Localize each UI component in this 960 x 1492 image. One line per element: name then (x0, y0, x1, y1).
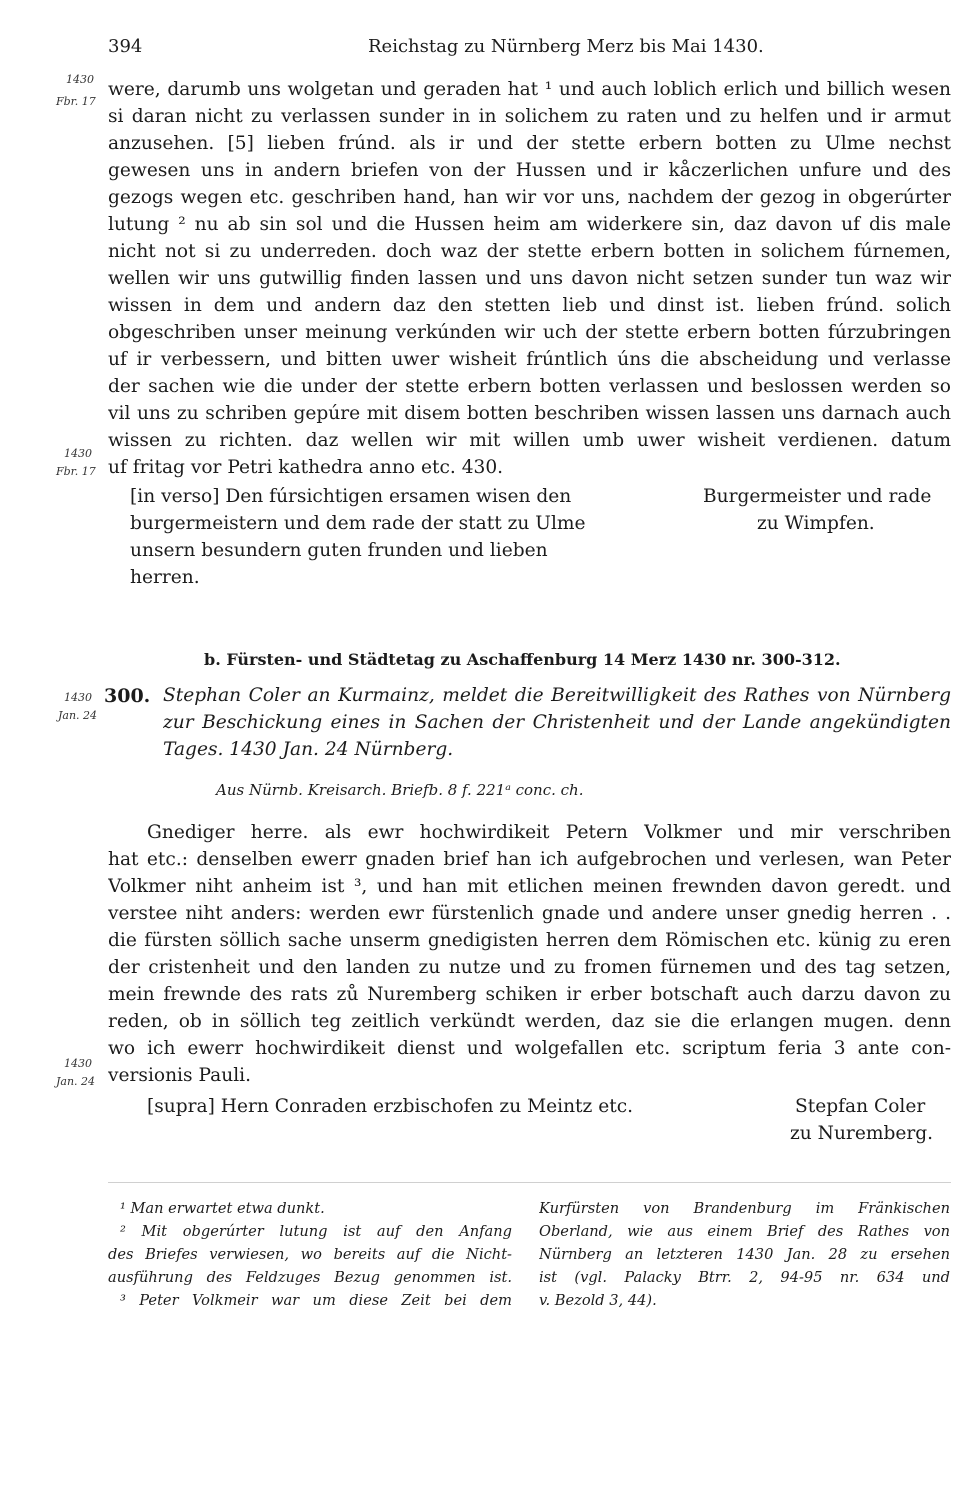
recipient-address: [supra] Hern Conraden erzbischofen zu Meintz etc. (147, 1096, 634, 1117)
margin-date: Fbr. 17 (56, 465, 96, 478)
footnote-line: Nürnberg an letzteren 1430 Jan. 28 zu ersehen (539, 1246, 950, 1263)
text-line: wissen in dem und andern daz den stetten lieb und dinst ist. lieben frúnd. solich (108, 295, 951, 316)
margin-date: Jan. 24 (56, 1075, 96, 1088)
text-line: obgeschriben unser meinung verkúnden wir uch der stette erbern botten fúrzubringen (108, 322, 951, 343)
footnote-divider (108, 1182, 951, 1183)
running-title: Reichstag zu Nürnberg Merz bis Mai 1430. (368, 36, 764, 57)
margin-year: 1430 (64, 691, 92, 704)
text-line: lutung ² nu ab sin sol und die Hussen heim am widerkere sin, daz davon uf dis male (108, 214, 951, 235)
text-line: anzusehen. [5] lieben frúnd. als ir und der stette erbern botten zu Ulme nechst (108, 133, 951, 154)
margin-year: 1430 (66, 73, 94, 86)
text-line: mein frewnde des rats zů Nuremberg schiken ir erber botschaft auch darzu davon zu (108, 984, 951, 1005)
footnote-line: ³ Peter Volkmeir war um diese Zeit bei dem (120, 1292, 512, 1309)
address-line: unsern besundern guten frunden und lieben (130, 540, 548, 561)
footnote-line: ¹ Man erwartet etwa dunkt. (120, 1200, 325, 1217)
text-line: hat etc.: denselben ewerr gnaden brief han ich aufgebrochen und verlesen, wan Peter (108, 849, 951, 870)
address-line: herren. (130, 567, 200, 588)
text-line: reden, ob in söllich teg zeitlich verkündt werden, daz sie die erlangen mugen. denn (108, 1011, 951, 1032)
margin-year: 1430 (64, 1057, 92, 1070)
document-title-line: Stephan Coler an Kurmainz, meldet die Bereitwilligkeit des Rathes von Nürnberg (163, 685, 951, 706)
text-line: gewesen uns in andern briefen von der Hussen und ir kåczerlichen unfure und des (108, 160, 951, 181)
footnote-line: ist (vgl. Palacky Btrr. 2, 94-95 nr. 634 und (539, 1269, 950, 1286)
footnote-line: Oberland, wie aus einem Brief des Rathes von (539, 1223, 950, 1240)
signature-line: Burgermeister und rade (703, 486, 932, 507)
margin-date: Fbr. 17 (56, 95, 96, 108)
text-line: si daran nicht zu verlassen sunder in in solichem zu raten und zu helfen und ir armut (108, 106, 951, 127)
document-title-line: Tages. 1430 Jan. 24 Nürnberg. (163, 739, 454, 760)
address-line: [in verso] Den fúrsichtigen ersamen wisen den (130, 486, 572, 507)
footnote-line: Kurfürsten von Brandenburg im Fränkischen (539, 1200, 950, 1217)
section-heading: b. Fürsten- und Städtetag zu Aschaffenburg 14 Merz 1430 nr. 300-312. (204, 650, 841, 669)
document-title-line: zur Beschickung eines in Sachen der Christenheit und der Lande angekündigten (163, 712, 951, 733)
page-number: 394 (108, 36, 143, 57)
text-line: gezogs wegen etc. geschriben hand, han wir vor uns, nachdem der gezog in obgerúrter (108, 187, 951, 208)
text-line: der sachen wie die under der stette erbern botten verlassen und beslossen werden so (108, 376, 951, 397)
signature-line: Stepfan Coler (795, 1096, 926, 1117)
document-number: 300. (104, 685, 151, 707)
signature-line: zu Wimpfen. (757, 513, 875, 534)
text-line: verstee niht anders: werden ewr fürstenlich gnade und andere unser gnedig herren . . (108, 903, 951, 924)
footnote-line: des Briefes verwiesen, wo bereits auf die Nicht- (108, 1246, 512, 1263)
text-line: versionis Pauli. (108, 1065, 251, 1086)
text-line: Volkmer niht anheim ist ³, und han mit etlichen meinen frewnden davon geredt. und (108, 876, 951, 897)
text-line: wellen wir uns gutwillig finden lassen und uns davon nicht setzen sunder tun waz wir (108, 268, 951, 289)
signature-line: zu Nuremberg. (790, 1123, 934, 1144)
text-line: Gnediger herre. als ewr hochwirdikeit Petern Volkmer und mir verschriben (147, 822, 951, 843)
source-note: Aus Nürnb. Kreisarch. Briefb. 8 f. 221ᵃ conc. ch. (216, 781, 584, 799)
footnote-line: v. Bezold 3, 44). (539, 1292, 657, 1309)
text-line: wissen zu richten. daz wellen wir mit willen umb uwer wisheit verdienen. datum (108, 430, 951, 451)
text-line: nicht not si zu underreden. doch waz der stette erbern botten in solichem fúrnemen, (108, 241, 951, 262)
text-line: der cristenheit und den landen zu nutze und zu fromen fürnemen und des tag setzen, (108, 957, 951, 978)
margin-year: 1430 (64, 447, 92, 460)
text-line: wo ich ewerr hochwirdikeit dienst und wolgefallen etc. scriptum feria 3 ante con- (108, 1038, 951, 1059)
footnote-line: ausführung des Feldzuges Bezug genommen ist. (108, 1269, 512, 1286)
text-line: die fürsten söllich sache unserm gnedigisten herren dem Römischen etc. künig zu eren (108, 930, 951, 951)
margin-date: Jan. 24 (58, 709, 98, 722)
text-line: uf fritag vor Petri kathedra anno etc. 430. (108, 457, 504, 478)
text-line: vil uns zu schriben gepúre mit disem botten beschriben wissen lassen uns darnach auch (108, 403, 951, 424)
address-line: burgermeistern und dem rade der statt zu Ulme (130, 513, 586, 534)
footnote-line: ² Mit obgerúrter lutung ist auf den Anfang (120, 1223, 512, 1240)
text-line: uf ir verbessern, und bitten uwer wisheit frúntlich úns die abscheidung und verlasse (108, 349, 951, 370)
text-line: were, darumb uns wolgetan und geraden hat ¹ und auch loblich erlich und billich wesen (108, 79, 951, 100)
